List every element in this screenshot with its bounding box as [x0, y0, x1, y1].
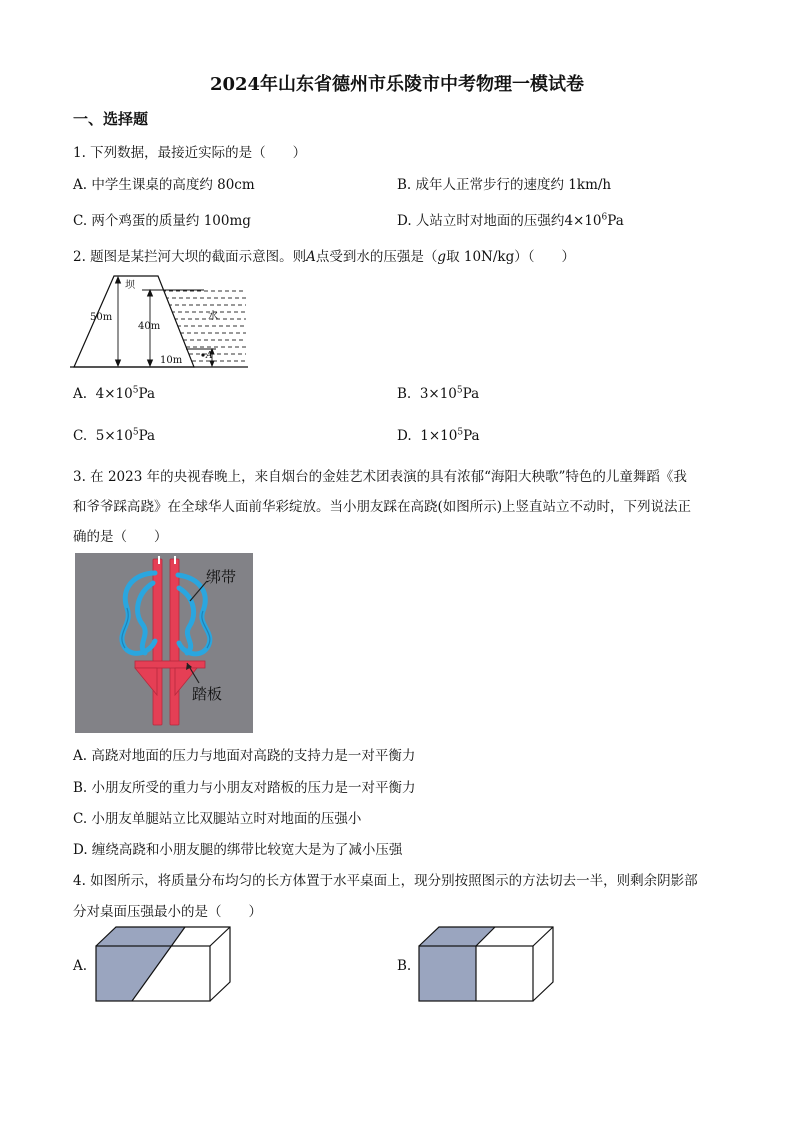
question-3-option-a: A. 高跷对地面的压力与地面对高跷的支持力是一对平衡力: [73, 748, 416, 764]
question-1-option-b: B. 成年人正常步行的速度约 1km/h: [397, 177, 612, 193]
cuboid-a-figure: [92, 924, 238, 1004]
question-1-option-c: C. 两个鸡蛋的质量约 100mg: [73, 213, 251, 229]
stem-text-1: 2. 题图是某拦河大坝的截面示意图。则: [73, 249, 307, 265]
section-heading: 一、选择题: [73, 110, 149, 128]
question-1-stem: 1. 下列数据，最接近实际的是（ ）: [73, 145, 307, 161]
stilts-illustration: [75, 553, 253, 733]
option-base: 1×10: [420, 428, 458, 444]
option-base: 4×10: [95, 386, 133, 402]
option-label: A.: [73, 386, 88, 402]
question-3-option-b: B. 小朋友所受的重力与小朋友对踏板的压力是一对平衡力: [73, 780, 416, 796]
option-unit: Pa: [463, 428, 480, 444]
question-4-line-1: 4. 如图所示，将质量分布均匀的长方体置于水平桌面上，现分别按照图示的方法切去一半，则剩余阴影部: [73, 873, 698, 889]
question-4-option-a-label: A.: [73, 958, 88, 974]
option-unit: Pa: [138, 386, 155, 402]
option-d-text: D. 人站立时对地面的压强约: [397, 213, 565, 229]
point-a-marker: [201, 353, 204, 356]
option-base: 5×10: [95, 428, 133, 444]
question-4-option-b-label: B.: [397, 958, 412, 974]
stem-text-3: 取 10N/kg）（ ）: [446, 249, 575, 265]
label-40m: 40m: [138, 321, 161, 332]
stem-text-2: 点受到水的压强是（: [315, 249, 438, 265]
page-title: 2024年山东省德州市乐陵市中考物理一模试卷: [209, 74, 585, 95]
option-d-exponent: 6: [601, 212, 608, 223]
option-label: C.: [73, 428, 88, 444]
option-exponent: 5: [132, 427, 139, 438]
stem-var-a: A: [306, 249, 316, 265]
pedal-label: 踏板: [192, 685, 223, 703]
question-1-option-d: [397, 209, 624, 229]
option-label: B.: [397, 386, 412, 402]
option-exponent: 5: [457, 427, 464, 438]
option-d-unit: Pa: [607, 213, 624, 229]
question-2-stem: [73, 245, 575, 265]
question-1-option-a: A. 中学生课桌的高度约 80cm: [73, 177, 255, 193]
cuboid-b-figure: [415, 924, 561, 1004]
dam-diagram: [70, 272, 250, 372]
label-10m: 10m: [160, 355, 183, 366]
stem-var-g: g: [437, 249, 447, 265]
option-unit: Pa: [462, 386, 480, 402]
question-3-option-c: C. 小朋友单腿站立比双腿站立时对地面的压强小: [73, 811, 362, 827]
question-2-option-b: [397, 386, 479, 402]
question-3-line-2: 和爷爷踩高跷》在全球华人面前华彩绽放。当小朋友踩在高跷(如图所示)上竖直站立不动时，下列说法正: [73, 499, 692, 515]
dam-label: 坝: [125, 280, 135, 291]
option-d-base: 4×10: [564, 213, 602, 229]
option-label: D.: [397, 428, 412, 444]
question-3-option-d: D. 缠绕高跷和小朋友腿的绑带比较宽大是为了减小压强: [73, 842, 403, 858]
option-exponent: 5: [456, 385, 463, 396]
question-4-line-2: 分对桌面压强最小的是（ ）: [73, 904, 262, 920]
option-exponent: 5: [132, 385, 139, 396]
option-unit: Pa: [138, 428, 156, 444]
label-50m: 50m: [90, 312, 113, 323]
water-label: 水: [208, 311, 218, 322]
label-point-a: A: [206, 351, 213, 361]
stilts-photo: [75, 553, 253, 733]
question-2-option-a: [73, 386, 155, 402]
question-2-option-d: [397, 428, 480, 444]
question-3-line-3: 确的是（ ）: [73, 529, 168, 545]
option-base: 3×10: [419, 386, 457, 402]
question-3-line-1: 3. 在 2023 年的央视春晚上，来自烟台的金娃艺术团表演的具有浓郁“海阳大秧歌”特色的儿童舞蹈《我: [73, 469, 687, 485]
question-2-option-c: [73, 428, 155, 444]
strap-label: 绑带: [206, 568, 237, 586]
